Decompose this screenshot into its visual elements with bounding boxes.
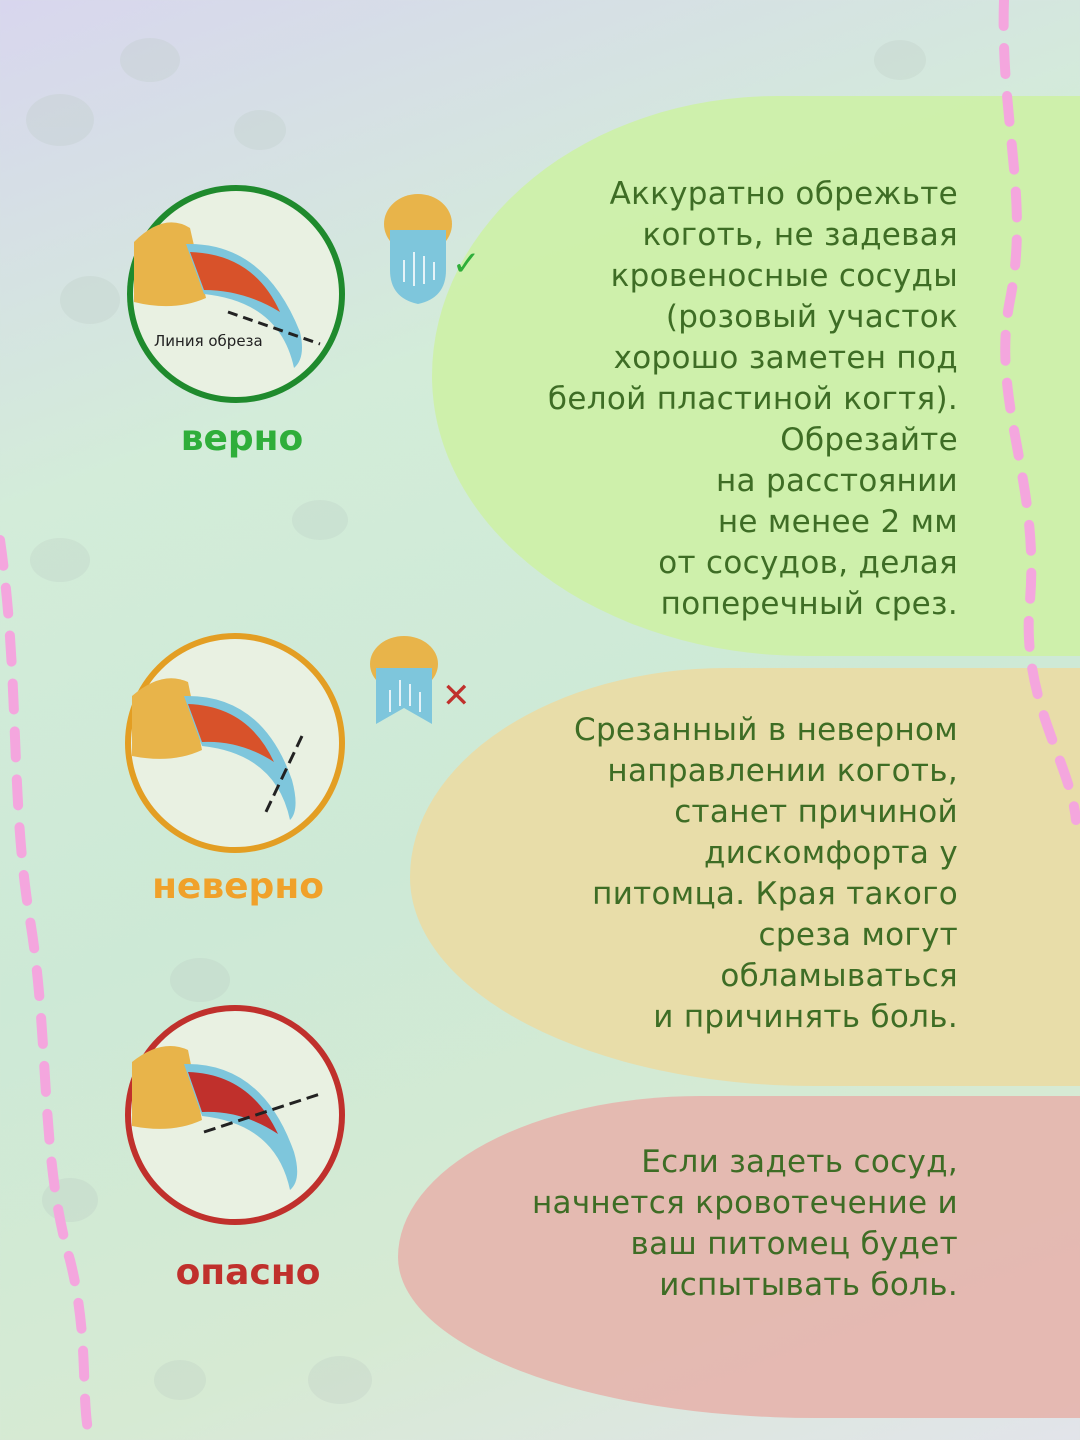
check-icon: ✓ — [452, 244, 481, 284]
verdict-correct: верно — [180, 418, 304, 459]
danger-description: Если задеть сосуд, начнется кровотечение и ваш питомец будет испытывать боль. — [531, 1144, 958, 1303]
danger-claw-illustration — [122, 1002, 348, 1228]
wrong-description: Срезанный в неверном направлении коготь, станет причиной дискомфорта у питомца. Края такого среза могут обламываться и причинять боль. — [574, 712, 958, 1035]
verdict-danger: опасно — [175, 1252, 321, 1293]
cut-line-label: Линия обреза — [154, 332, 263, 350]
verdict-wrong: неверно — [152, 866, 324, 907]
wrong-claw-illustration — [122, 630, 348, 856]
cross-icon: ✕ — [442, 676, 471, 716]
correct-claw-illustration — [124, 182, 348, 406]
correct-description: Аккуратно обрежьте коготь, не задевая кровеносные сосуды (розовый участок хорошо заметен под белой пластиной когтя). Обрезайте на расстоянии не менее 2 мм от сосудов, делая поперечный срез. — [547, 176, 958, 622]
